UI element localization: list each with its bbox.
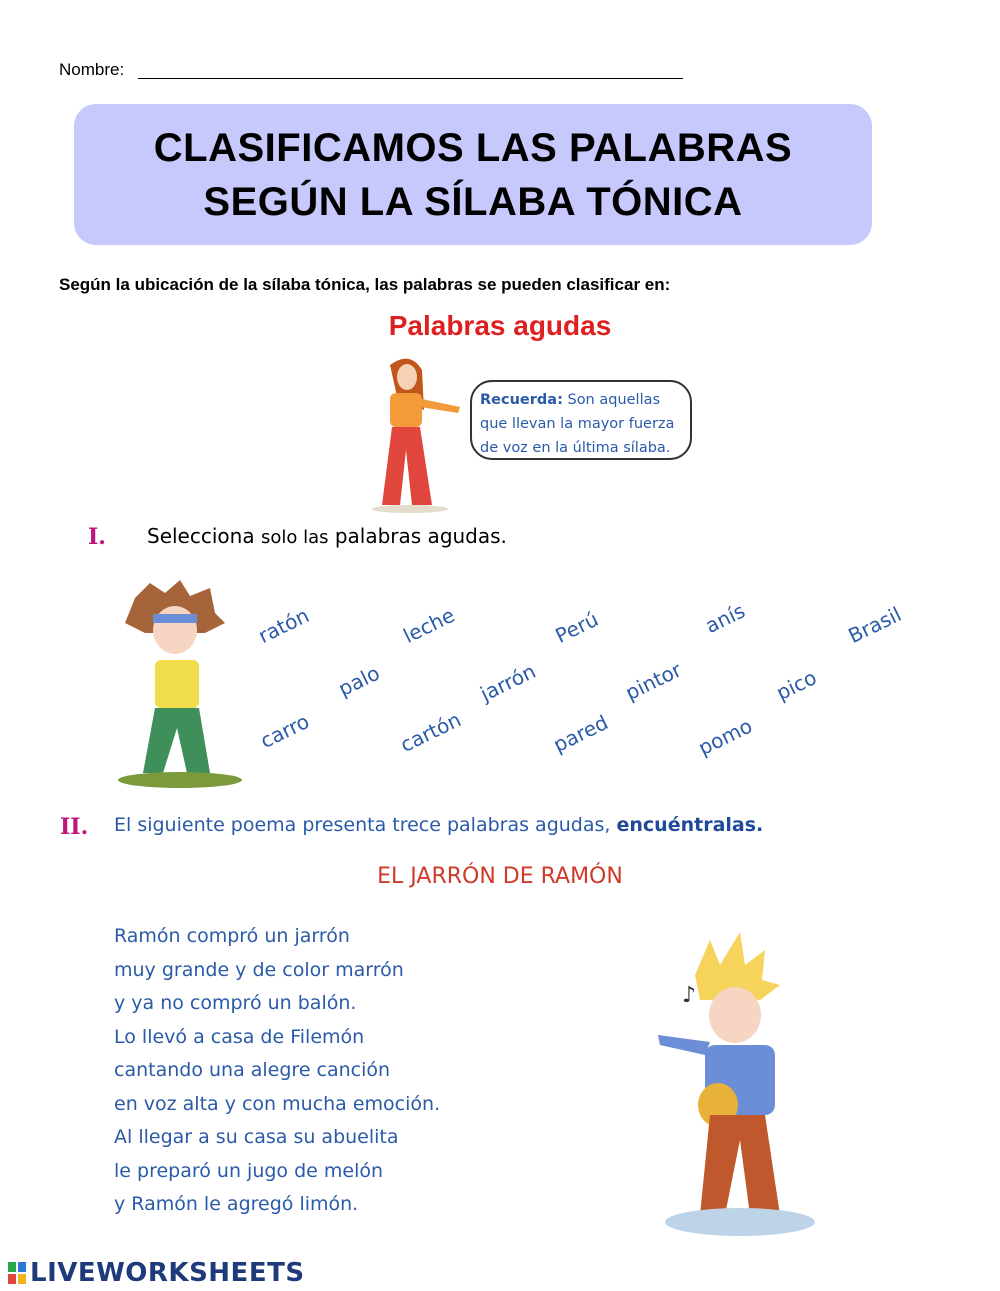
boy-headband (153, 614, 197, 623)
word-option[interactable]: ratón (254, 603, 313, 648)
word-option[interactable]: cartón (396, 707, 465, 757)
word-option[interactable]: pintor (621, 657, 686, 705)
reminder-label: Recuerda: (480, 392, 563, 408)
intro-text: Según la ubicación de la sílaba tónica, las palabras se pueden clasificar en: (59, 275, 671, 294)
boy-shirt (155, 660, 199, 708)
brand-logo (8, 1258, 305, 1288)
girl-pants (382, 427, 432, 505)
name-label: Nombre: (59, 60, 125, 79)
instruction-1-c: palabras agudas. (334, 524, 507, 548)
poem-title: EL JARRÓN DE RAMÓN (377, 864, 623, 889)
girl-face (397, 364, 417, 390)
poem-line[interactable]: muy grande y de color marrón (114, 958, 404, 981)
title-line-2: SEGÚN LA SÍLABA TÓNICA (203, 179, 743, 224)
boy-pants (143, 708, 210, 773)
singing-boy-illustration (640, 930, 820, 1245)
word-option[interactable]: pomo (694, 713, 756, 760)
singing-boy-pants (700, 1115, 780, 1215)
instruction-2-text: El siguiente poema presenta trece palabras agudas, (114, 814, 611, 836)
singing-boy-puddle (665, 1208, 815, 1236)
instruction-1-a: Selecciona (147, 524, 255, 548)
instruction-1 (147, 524, 507, 548)
word-option[interactable]: Perú (551, 606, 603, 648)
word-option[interactable]: anís (701, 598, 749, 638)
word-option[interactable]: leche (399, 602, 459, 648)
word-option[interactable]: palo (334, 660, 384, 701)
girl-illustration (360, 355, 470, 515)
numeral-2: II. (60, 814, 89, 840)
poem-line[interactable]: Ramón compró un jarrón (114, 925, 350, 947)
singing-boy-arm (658, 1035, 710, 1055)
poem-line[interactable]: y Ramón le agregó limón. (114, 1193, 359, 1215)
name-input-line[interactable] (138, 78, 683, 79)
poem-line[interactable]: le preparó un jugo de melón (114, 1159, 384, 1182)
title-line-1: CLASIFICAMOS LAS PALABRAS (153, 125, 793, 170)
brand-logo-icon (8, 1262, 26, 1284)
girl-shirt (390, 393, 422, 427)
poem-line[interactable]: en voz alta y con mucha emoción. (114, 1092, 441, 1115)
girl-arm (420, 399, 460, 413)
poem-line[interactable]: y ya no compró un balón. (114, 992, 357, 1014)
poem-line[interactable]: cantando una alegre canción (114, 1059, 391, 1081)
numeral-1: I. (88, 524, 106, 550)
word-option[interactable]: pared (549, 710, 612, 757)
boy-illustration (115, 578, 250, 793)
word-option[interactable]: pico (772, 665, 821, 705)
word-option[interactable]: jarrón (476, 658, 540, 706)
singing-boy-face (709, 987, 761, 1043)
title-banner (74, 104, 872, 245)
instruction-1-b: solo las (260, 527, 329, 548)
reminder-line-3: de voz en la última sílaba. (480, 440, 671, 456)
reminder-bubble (470, 380, 692, 460)
brand-logo-text: LIVEWORKSHEETS (30, 1258, 305, 1288)
word-option[interactable]: Brasil (844, 601, 906, 648)
boy-face (153, 606, 197, 654)
poem-line[interactable]: Al llegar a su casa su abuelita (114, 1126, 399, 1148)
music-note-icon: ♪ (682, 983, 697, 1008)
poem (114, 920, 440, 1222)
word-option[interactable]: carro (256, 709, 313, 753)
reminder-line-1: Son aquellas (567, 392, 661, 408)
boy-grass (118, 772, 242, 788)
girl-shadow (372, 505, 448, 513)
instruction-2-bold: encuéntralas. (616, 814, 764, 836)
reminder-line-2: que llevan la mayor fuerza (480, 416, 675, 432)
section-title: Palabras agudas (388, 310, 612, 341)
poem-line[interactable]: Lo llevó a casa de Filemón (114, 1025, 365, 1048)
instruction-2 (114, 814, 763, 836)
